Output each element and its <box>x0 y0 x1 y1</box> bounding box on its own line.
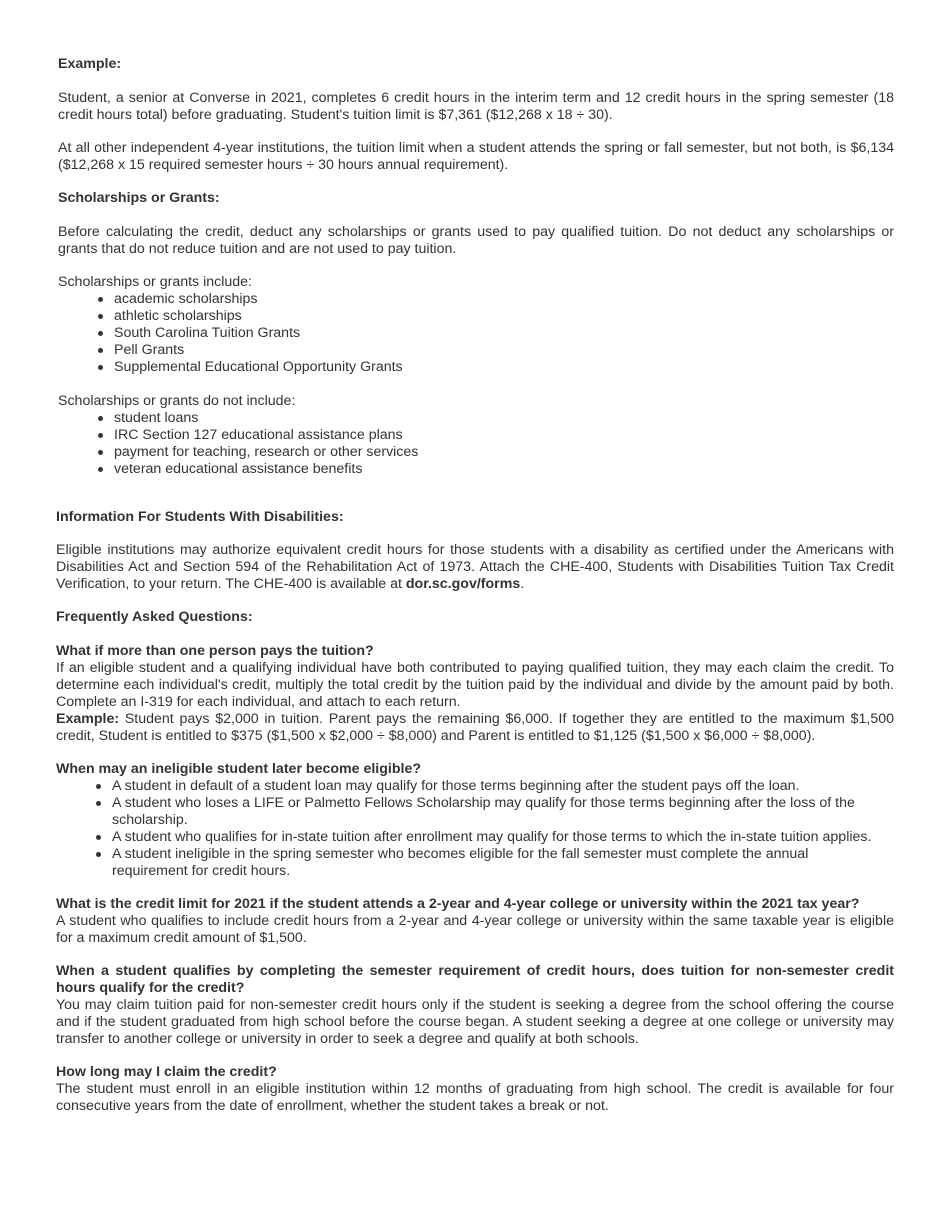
list-item: student loans <box>96 410 886 427</box>
list-item: IRC Section 127 educational assistance plans <box>96 427 886 444</box>
faq-question-non-semester: When a student qualifies by completing the semester requirement of credit hours, does tuition for non-semester credit hours qualify for the credit? <box>56 963 894 996</box>
faq-answer-non-semester: You may claim tuition paid for non-semester credit hours only if the student is seeking a degree from the school offering the course and if the student graduated from high school before the course began. A student seeking a degree at one college or university may transfer to another college or university in order to seek a degree and qualify at both schools. <box>56 997 894 1047</box>
list-item: A student who qualifies for in-state tuition after enrollment may qualify for those terms to which the in-state tuition applies. <box>94 829 884 846</box>
list-item: A student ineligible in the spring semester who becomes eligible for the fall semester must complete the annual requirement for credit hours. <box>94 846 884 880</box>
list-item: athletic scholarships <box>96 308 886 325</box>
scholarships-intro: Before calculating the credit, deduct any scholarships or grants used to pay qualified tuition. Do not deduct any scholarships or grants that do not reduce tuition and are not used to pay tuition. <box>58 224 894 257</box>
faq-heading: Frequently Asked Questions: <box>56 609 253 625</box>
scholarships-include-list <box>96 291 886 376</box>
faq-question-ineligible: When may an ineligible student later become eligible? <box>56 761 422 777</box>
disabilities-tail: . <box>520 576 525 592</box>
scholarships-include-label: Scholarships or grants include: <box>58 274 252 290</box>
faq-ineligible-list <box>94 778 884 880</box>
faq-answer-credit-limit: A student who qualifies to include credit hours from a 2-year and 4-year college or university within the same taxable year is eligible for a maximum credit amount of $1,500. <box>56 913 894 946</box>
faq-question-how-long: How long may I claim the credit? <box>56 1064 277 1080</box>
example-paragraph-converse: Student, a senior at Converse in 2021, completes 6 credit hours in the interim term and 12 credit hours in the spring semester (18 credit hours total) before graduating. Student's tuition limit is $7,361 ($12,268 x 18 ÷ 30). <box>58 90 894 123</box>
faq-question-credit-limit: What is the credit limit for 2021 if the student attends a 2-year and 4-year college or university within the 2021 tax year? <box>56 896 860 912</box>
list-item: veteran educational assistance benefits <box>96 461 886 478</box>
faq-question-multiple-payers: What if more than one person pays the tuition? <box>56 643 374 659</box>
example-paragraph-independent: At all other independent 4-year institutions, the tuition limit when a student attends the spring or fall semester, but not both, is $6,134 ($12,268 x 15 required semester hours ÷ 30 hours annual requirement). <box>58 140 894 173</box>
disabilities-text: Eligible institutions may authorize equivalent credit hours for those students with a disability as certified under the Americans with Disabilities Act and Section 594 of the Rehabilitation Act of 1973. Attach the CHE-400, Students with Disabilities Tuition Tax Credit Verification, to your return. The CHE-400 is available at <box>56 542 894 592</box>
scholarships-exclude-label: Scholarships or grants do not include: <box>58 393 296 409</box>
scholarships-exclude-list <box>96 410 886 478</box>
example-text: Student pays $2,000 in tuition. Parent pays the remaining $6,000. If together they are entitled to the maximum $1,500 credit, Student is entitled to $375 ($1,500 x $2,000 ÷ $8,000) and Parent is entitled to $1,125 ($1,500 x $6,000 ÷ $8,000). <box>56 711 894 744</box>
scholarships-heading: Scholarships or Grants: <box>58 190 220 206</box>
example-heading: Example: <box>58 56 122 72</box>
list-item: South Carolina Tuition Grants <box>96 325 886 342</box>
forms-link[interactable]: dor.sc.gov/forms <box>405 576 521 592</box>
list-item: Supplemental Educational Opportunity Grants <box>96 359 886 376</box>
list-item: Pell Grants <box>96 342 886 359</box>
example-label: Example: <box>56 711 120 727</box>
list-item: A student in default of a student loan may qualify for those terms beginning after the student pays off the loan. <box>94 778 884 795</box>
disabilities-heading: Information For Students With Disabilities: <box>56 509 344 525</box>
faq-answer-multiple-payers: If an eligible student and a qualifying individual have both contributed to paying qualified tuition, they may each claim the credit. To determine each individual's credit, multiply the total credit by the tuition paid by the individual and divide by the amount paid by both. Complete an I-319 for each individual, and attach to each return. <box>56 660 894 710</box>
faq-answer-how-long: The student must enroll in an eligible institution within 12 months of graduating from high school. The credit is available for four consecutive years from the date of enrollment, whether the student takes a break or not. <box>56 1081 894 1114</box>
list-item: A student who loses a LIFE or Palmetto Fellows Scholarship may qualify for those terms beginning after the loss of the scholarship. <box>94 795 884 829</box>
list-item: payment for teaching, research or other services <box>96 444 886 461</box>
list-item: academic scholarships <box>96 291 886 308</box>
faq-example-multiple-payers <box>56 711 894 745</box>
disabilities-paragraph <box>56 542 894 593</box>
